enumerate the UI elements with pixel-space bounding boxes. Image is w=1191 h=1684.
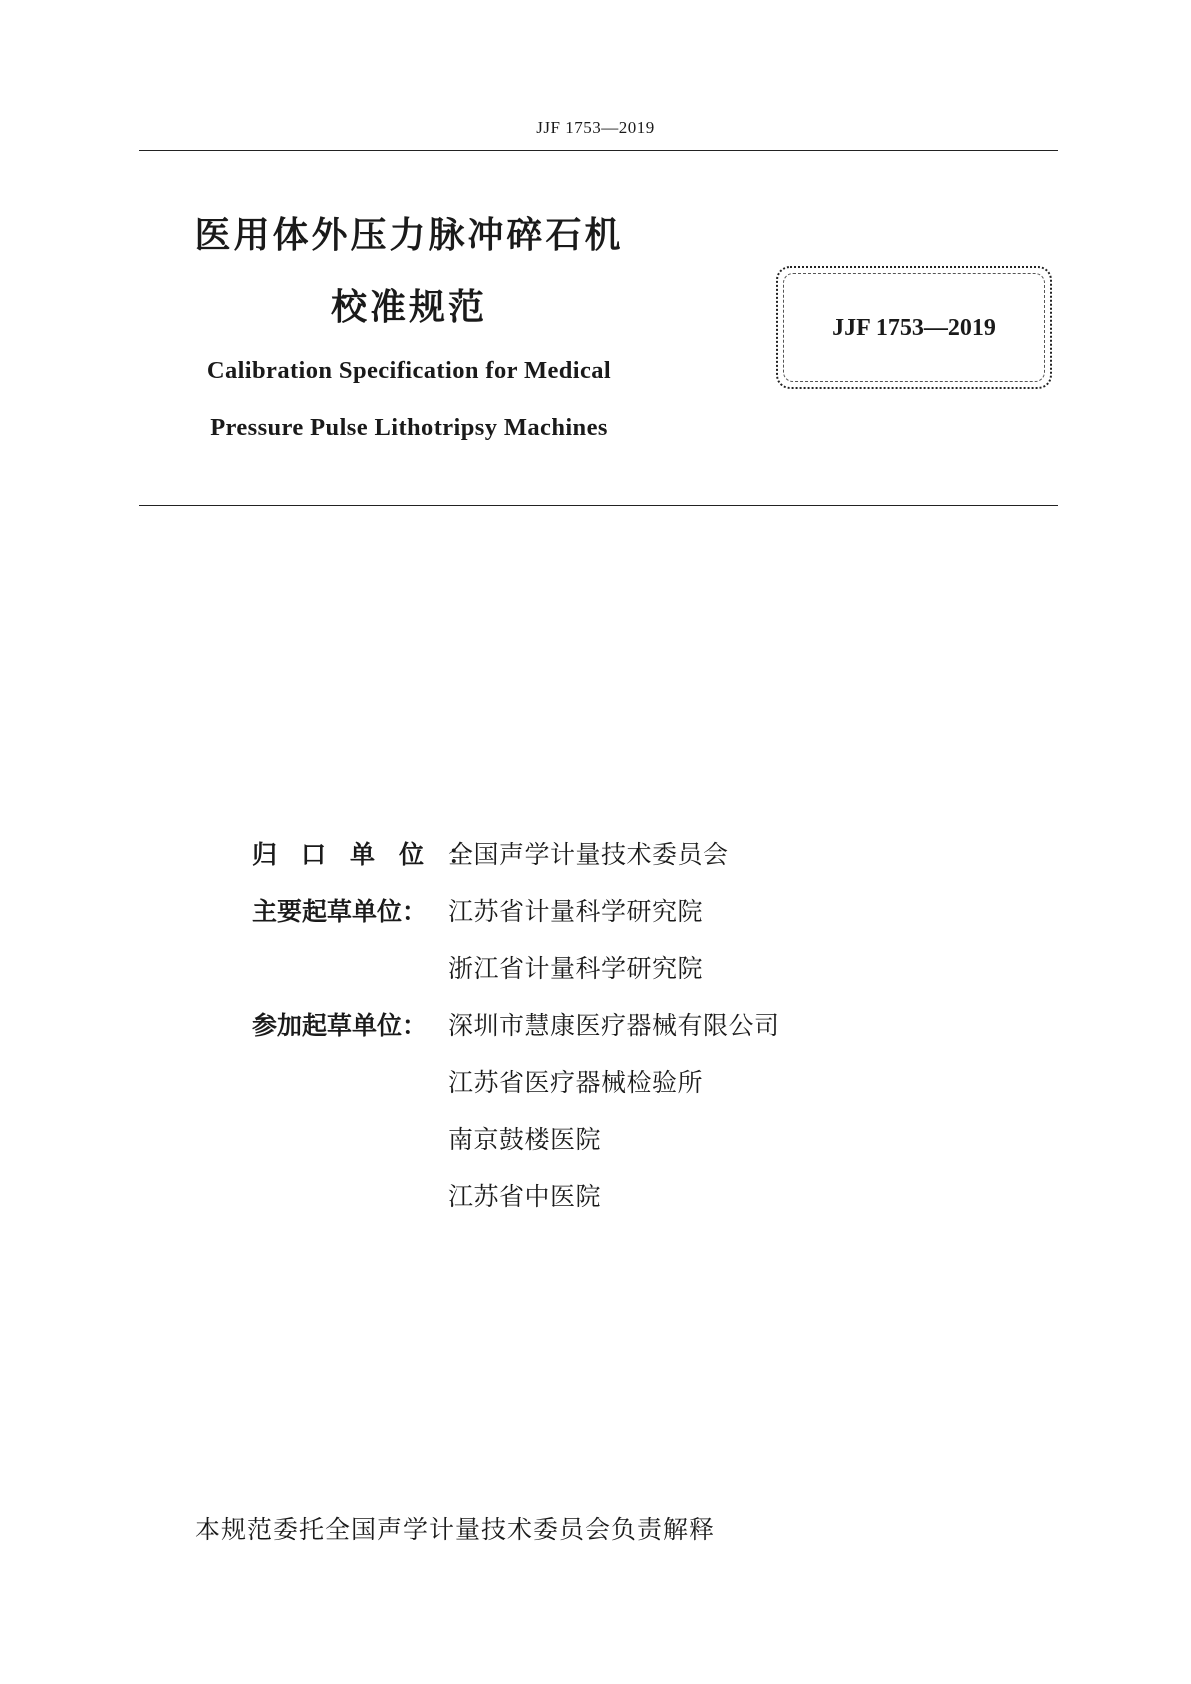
main-drafting-unit-label: 主要起草单位： — [252, 897, 428, 926]
title-chinese-line-1: 医用体外压力脉冲碎石机 — [194, 215, 624, 256]
responsible-unit-row — [252, 826, 952, 883]
responsible-unit-value: 全国声学计量技术委员会 — [448, 840, 729, 869]
participating-unit-row — [252, 1168, 952, 1225]
specification-code: JJF 1753—2019 — [832, 315, 996, 341]
bottom-rule — [139, 505, 1058, 506]
title-english-line-1: Calibration Specification for Medical — [206, 357, 612, 384]
top-rule — [139, 150, 1058, 151]
participating-unit-row — [252, 1111, 952, 1168]
main-drafting-unit-value: 江苏省计量科学研究院 — [448, 897, 704, 926]
interpretation-note: 本规范委托全国声学计量技术委员会负责解释 — [195, 1515, 716, 1544]
participating-unit-row — [252, 1054, 952, 1111]
main-drafting-unit-value: 浙江省计量科学研究院 — [448, 954, 704, 983]
main-drafting-unit-row — [252, 883, 952, 940]
drafting-units-block — [252, 826, 952, 1225]
participating-unit-row — [252, 997, 952, 1054]
specification-code-box — [776, 266, 1052, 389]
title-english-line-2: Pressure Pulse Lithotripsy Machines — [210, 414, 608, 441]
responsible-unit-label: 归口单位： — [252, 840, 498, 869]
title-chinese-line-2: 校准规范 — [330, 287, 487, 328]
running-head-code: JJF 1753—2019 — [536, 118, 655, 137]
participating-unit-value: 江苏省医疗器械检验所 — [448, 1068, 704, 1097]
participating-unit-value: 深圳市慧康医疗器械有限公司 — [448, 1011, 780, 1040]
participating-unit-label: 参加起草单位： — [252, 1011, 428, 1040]
participating-unit-value: 江苏省中医院 — [448, 1182, 602, 1211]
participating-unit-value: 南京鼓楼医院 — [448, 1125, 602, 1154]
main-drafting-unit-row — [252, 940, 952, 997]
